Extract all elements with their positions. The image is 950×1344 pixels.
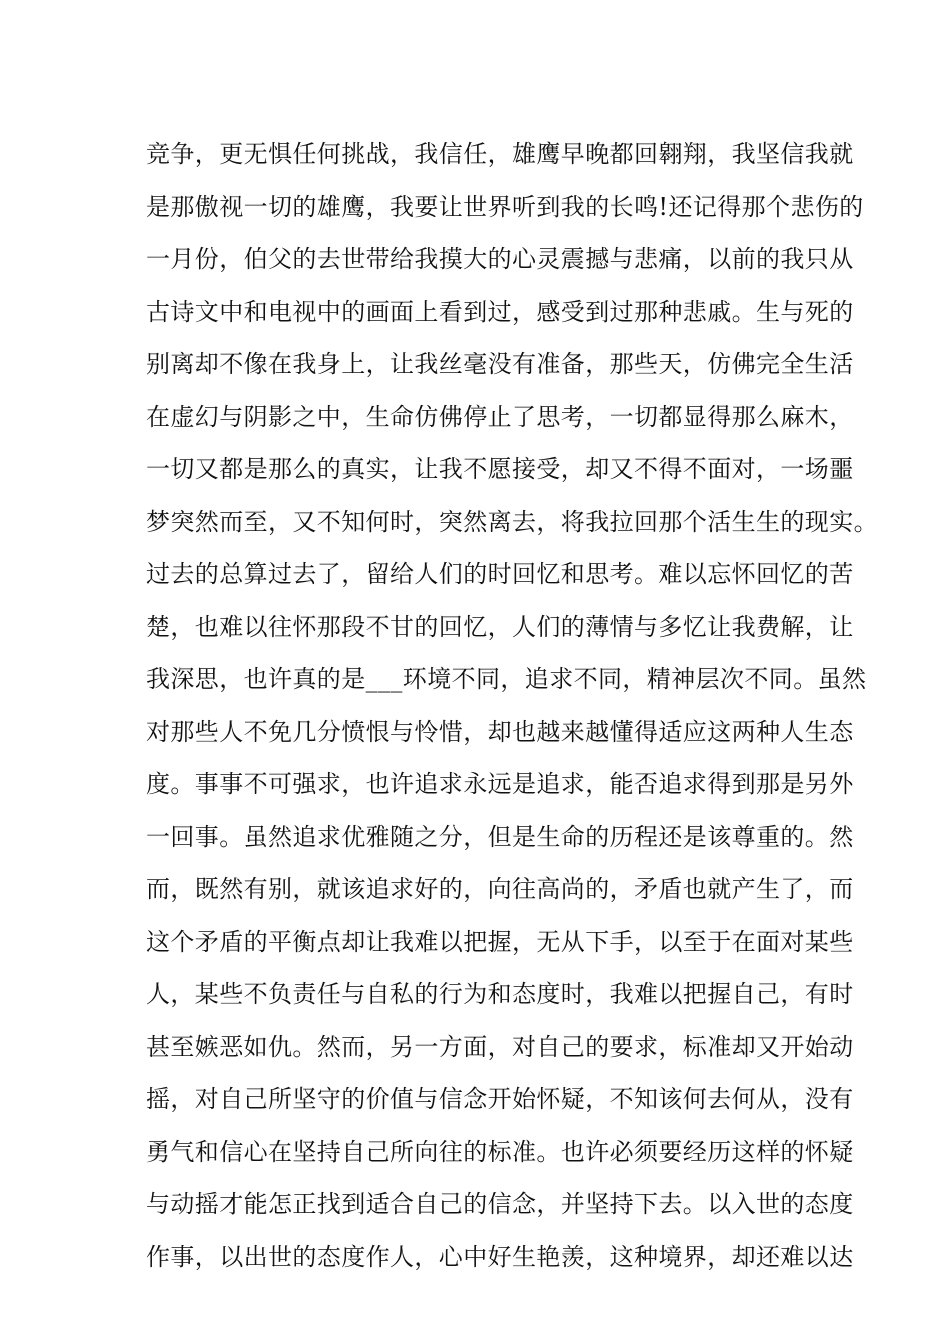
text-line: 甚至嫉恶如仇。然而，另一方面，对自己的要求，标准却又开始动 xyxy=(146,1032,854,1061)
text-line: 一回事。虽然追求优雅随之分，但是生命的历程还是该尊重的。然 xyxy=(146,822,854,851)
text-line: 是那傲视一切的雄鹰，我要让世界听到我的长鸣!还记得那个悲伤的 xyxy=(146,192,864,221)
text-line: 与动摇才能怎正找到适合自己的信念，并坚持下去。以入世的态度 xyxy=(146,1190,854,1218)
text-line: 这个矛盾的平衡点却让我难以把握，无从下手，以至于在面对某些 xyxy=(146,927,854,956)
text-line: 竞争，更无惧任何挑战，我信任，雄鹰早晚都回翱翔，我坚信我就 xyxy=(146,140,854,168)
text-line: 而，既然有别，就该追求好的，向往高尚的，矛盾也就产生了，而 xyxy=(146,875,854,903)
text-line: 楚，也难以往怀那段不甘的回忆，人们的薄情与多忆让我费解，让 xyxy=(146,612,854,641)
text-line: 摇，对自己所坚守的价值与信念开始怀疑，不知该何去何从，没有 xyxy=(146,1085,854,1113)
text-line: 古诗文中和电视中的画面上看到过，感受到过那种悲戚。生与死的 xyxy=(146,297,854,326)
text-line: 对那些人不免几分愤恨与怜惜，却也越来越懂得适应这两种人生态 xyxy=(146,717,854,746)
text-line: 在虚幻与阴影之中，生命仿佛停止了思考，一切都显得那么麻木， xyxy=(146,402,854,431)
text-line: 一月份，伯父的去世带给我摸大的心灵震撼与悲痛，以前的我只从 xyxy=(146,245,854,273)
text-line: 作事，以出世的态度作人，心中好生艳羡，这种境界，却还难以达 xyxy=(146,1242,854,1271)
body-text xyxy=(146,128,878,1283)
text-line: 一切又都是那么的真实，让我不愿接受，却又不得不面对，一场噩 xyxy=(146,455,854,483)
text-line: 人，某些不负责任与自私的行为和态度时，我难以把握自己，有时 xyxy=(146,980,854,1008)
text-line: 勇气和信心在坚持自己所向往的标准。也许必须要经历这样的怀疑 xyxy=(146,1137,854,1166)
text-line: 梦突然而至，又不知何时，突然离去，将我拉回那个活生生的现实。 xyxy=(146,507,878,536)
text-line: 我深思，也许真的是___环境不同，追求不同，精神层次不同。虽然 xyxy=(146,665,867,693)
text-line: 别离却不像在我身上，让我丝毫没有准备，那些天，仿佛完全生活 xyxy=(146,350,854,378)
text-line: 度。事事不可强求，也许追求永远是追求，能否追求得到那是另外 xyxy=(146,770,854,798)
text-line: 过去的总算过去了，留给人们的时回忆和思考。难以忘怀回忆的苦 xyxy=(146,560,854,588)
